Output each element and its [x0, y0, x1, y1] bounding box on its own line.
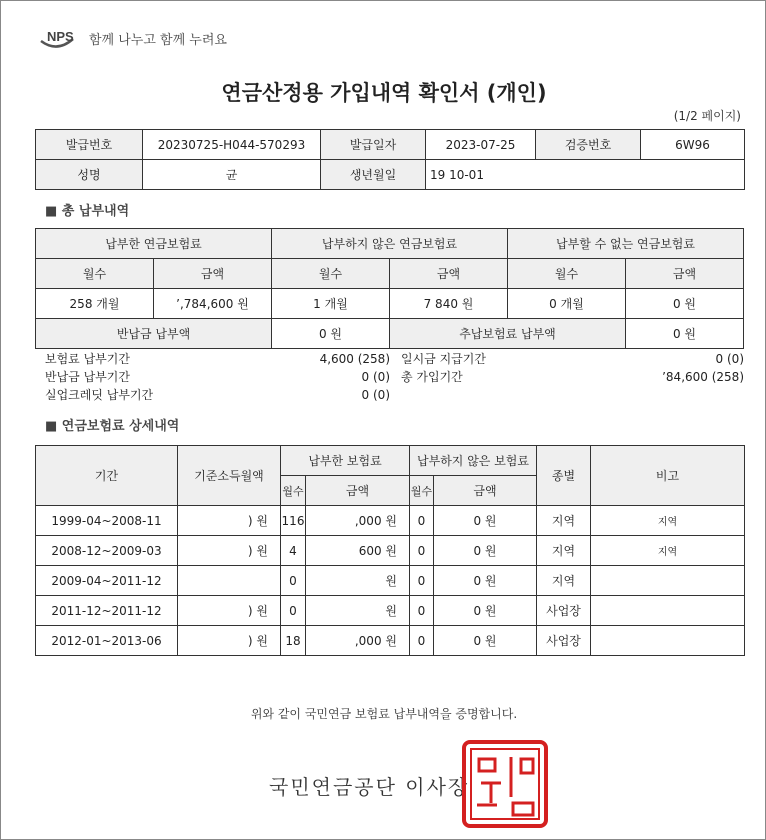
cell-note: [591, 566, 745, 596]
summary-list: [45, 350, 744, 404]
cell-paid-months: 0: [281, 566, 306, 596]
birth-label: 생년월일: [321, 160, 426, 190]
cell-unpaid-months: 0: [410, 536, 434, 566]
amount-header: 금액: [154, 259, 272, 289]
cell-unpaid-months: 0: [410, 626, 434, 656]
summary-label: 일시금 지급기간: [401, 352, 486, 366]
name-value: 균: [143, 160, 321, 190]
total-payment-table: [35, 228, 744, 349]
detail-section-title: ■ 연금보험료 상세내역: [45, 419, 180, 434]
issue-no-label: 발급번호: [36, 130, 143, 160]
svg-text:NPS: NPS: [47, 29, 74, 44]
detail-table: [35, 445, 745, 656]
cell-paid-amount: 원: [306, 566, 410, 596]
extra-label: 추납보험료 납부액: [390, 319, 626, 349]
unpaid-months-header: 월수: [410, 476, 434, 506]
months-header: 월수: [272, 259, 390, 289]
summary-value: 0 (0): [715, 352, 744, 366]
paid-header: 납부한 보험료: [281, 446, 410, 476]
cell-period: 2008-12~2009-03: [36, 536, 178, 566]
months-header: 월수: [508, 259, 626, 289]
paid-amount: ’,784,600 원: [154, 289, 272, 319]
summary-label: 총 가입기간: [401, 370, 463, 384]
cell-paid-months: 18: [281, 626, 306, 656]
name-label: 성명: [36, 160, 143, 190]
document-title: 연금산정용 가입내역 확인서 (개인): [221, 81, 547, 105]
summary-row: [45, 350, 744, 368]
cell-period: 1999-04~2008-11: [36, 506, 178, 536]
cell-income: ) 원: [178, 596, 281, 626]
summary-label: 보험료 납부기간: [45, 352, 130, 366]
unpaid-amount: 7 840 원: [390, 289, 508, 319]
summary-value: 4,600 (258): [319, 352, 390, 366]
summary-label: 반납금 납부기간: [45, 370, 130, 384]
refund-value: 0 원: [272, 319, 390, 349]
cell-unpaid-amount: 0 원: [434, 626, 537, 656]
cell-unpaid-amount: 0 원: [434, 566, 537, 596]
cell-unpaid-months: 0: [410, 596, 434, 626]
cell-paid-months: 0: [281, 596, 306, 626]
cell-period: 2009-04~2011-12: [36, 566, 178, 596]
summary-label: 실업크레딧 납부기간: [45, 388, 154, 402]
cell-unpaid-months: 0: [410, 566, 434, 596]
cell-income: ) 원: [178, 536, 281, 566]
group-paid: 납부한 연금보험료: [36, 229, 272, 259]
cell-unpaid-amount: 0 원: [434, 596, 537, 626]
nps-logo: [37, 27, 87, 53]
cell-income: ) 원: [178, 626, 281, 656]
signer: 국민연금공단 이사장: [269, 775, 470, 799]
cell-paid-amount: 600 원: [306, 536, 410, 566]
cell-paid-amount: ,000 원: [306, 506, 410, 536]
paid-months-header: 월수: [281, 476, 306, 506]
cell-period: 2011-12~2011-12: [36, 596, 178, 626]
slogan: 함께 나누고 함께 누려요: [89, 33, 227, 48]
table-row: [36, 566, 745, 596]
unpayable-months: 0 개월: [508, 289, 626, 319]
cell-type: 사업장: [537, 626, 591, 656]
period-header: 기간: [36, 446, 178, 506]
issue-info-table: [35, 129, 745, 190]
summary-row: [45, 368, 744, 386]
table-row: [36, 506, 745, 536]
income-header: 기준소득월액: [178, 446, 281, 506]
note-header: 비고: [591, 446, 745, 506]
extra-value: 0 원: [626, 319, 744, 349]
issue-no: 20230725-H044-570293: [143, 130, 321, 160]
unpaid-header: 납부하지 않은 보험료: [410, 446, 537, 476]
type-header: 종별: [537, 446, 591, 506]
cell-note: 지역: [591, 506, 745, 536]
official-seal: [461, 739, 549, 833]
cell-note: 지역: [591, 536, 745, 566]
cell-paid-amount: ,000 원: [306, 626, 410, 656]
table-row: [36, 596, 745, 626]
birth-value: 19 10-01: [426, 160, 745, 190]
unpayable-amount: 0 원: [626, 289, 744, 319]
total-section-title: ■ 총 납부내역: [45, 204, 130, 219]
cell-unpaid-months: 0: [410, 506, 434, 536]
issue-date: 2023-07-25: [426, 130, 536, 160]
amount-header: 금액: [626, 259, 744, 289]
cell-period: 2012-01~2013-06: [36, 626, 178, 656]
summary-row: [45, 386, 744, 404]
cell-income: ) 원: [178, 506, 281, 536]
cell-note: [591, 626, 745, 656]
group-unpaid: 납부하지 않은 연금보험료: [272, 229, 508, 259]
cell-unpaid-amount: 0 원: [434, 536, 537, 566]
cell-type: 지역: [537, 506, 591, 536]
summary-value: 0 (0): [361, 370, 390, 384]
refund-label: 반납금 납부액: [36, 319, 272, 349]
table-row: [36, 536, 745, 566]
verify-label: 검증번호: [536, 130, 641, 160]
unpaid-amount-header: 금액: [434, 476, 537, 506]
cell-type: 지역: [537, 566, 591, 596]
verify-no: 6W96: [641, 130, 745, 160]
issue-date-label: 발급일자: [321, 130, 426, 160]
table-row: [36, 626, 745, 656]
paid-months: 258 개월: [36, 289, 154, 319]
unpaid-months: 1 개월: [272, 289, 390, 319]
cell-unpaid-amount: 0 원: [434, 506, 537, 536]
cell-income: [178, 566, 281, 596]
group-unpayable: 납부할 수 없는 연금보험료: [508, 229, 744, 259]
paid-amount-header: 금액: [306, 476, 410, 506]
page-indicator: (1/2 페이지): [673, 109, 741, 123]
summary-value: ’84,600 (258): [662, 370, 744, 384]
cell-paid-amount: 원: [306, 596, 410, 626]
amount-header: 금액: [390, 259, 508, 289]
cell-paid-months: 116: [281, 506, 306, 536]
cell-paid-months: 4: [281, 536, 306, 566]
summary-value: 0 (0): [361, 388, 390, 402]
cell-note: [591, 596, 745, 626]
cell-type: 사업장: [537, 596, 591, 626]
cell-type: 지역: [537, 536, 591, 566]
months-header: 월수: [36, 259, 154, 289]
certification-statement: 위와 같이 국민연금 보험료 납부내역을 증명합니다.: [250, 707, 518, 721]
